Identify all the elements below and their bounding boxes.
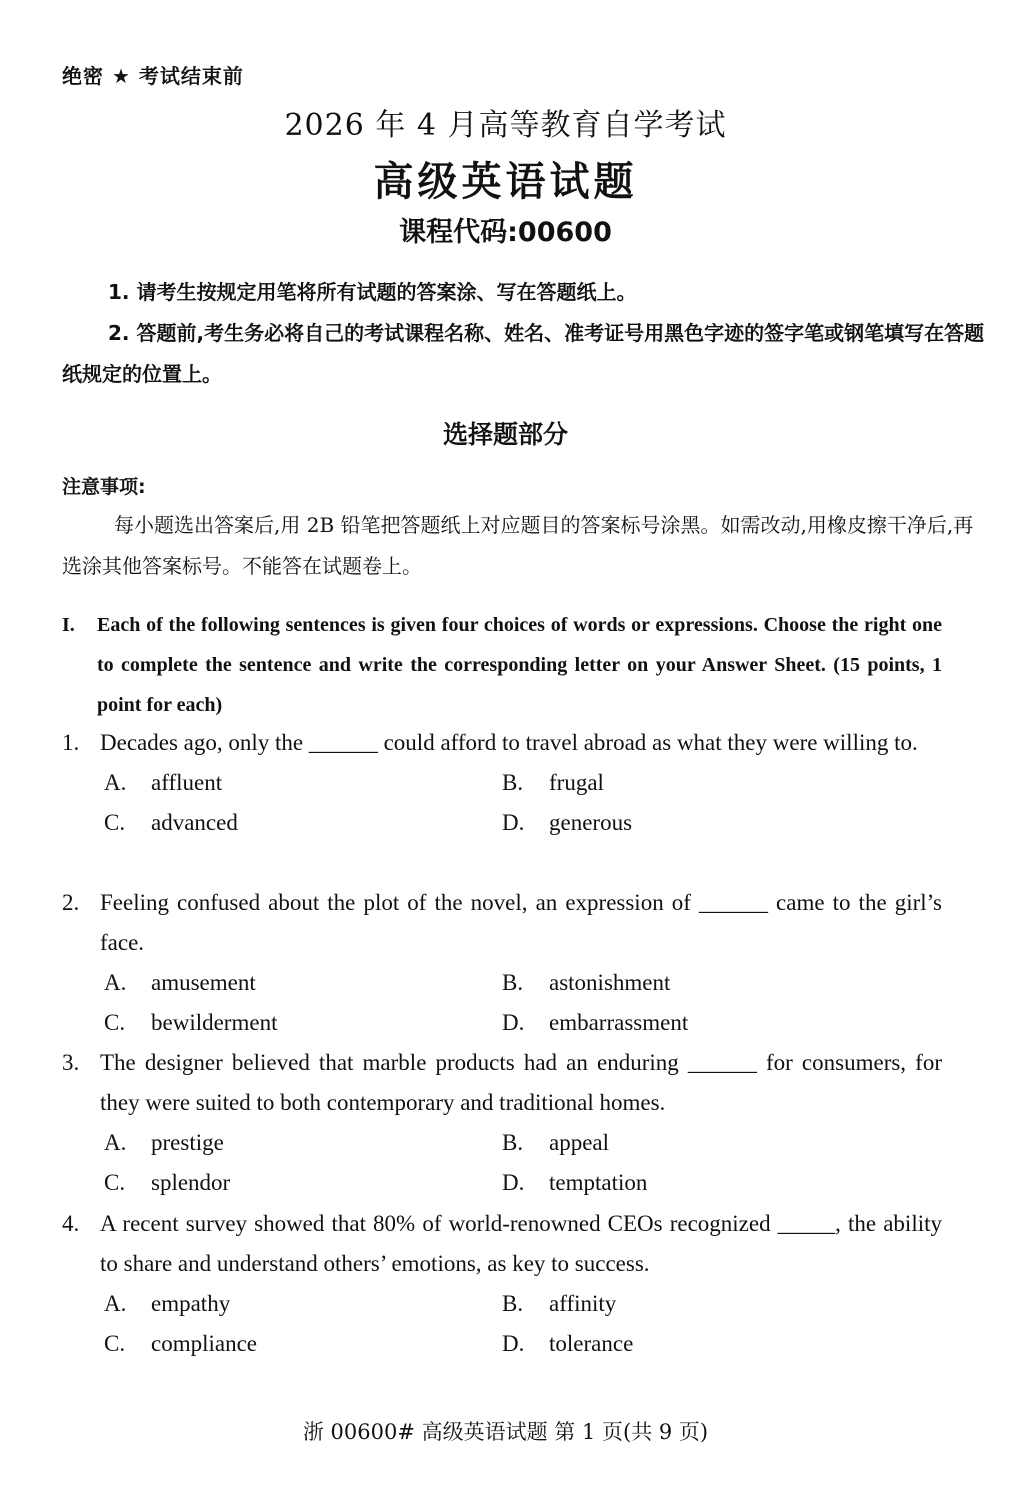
part-number: I. <box>62 614 75 636</box>
course-code: 课程代码:00600 <box>399 217 612 248</box>
instruction-1: 1. 请考生按规定用笔将所有试题的答案涂、写在答题纸上。 <box>108 280 637 304</box>
option-text: tolerance <box>549 1331 634 1356</box>
option-c <box>104 1003 277 1043</box>
question-2 <box>62 883 942 1043</box>
option-letter: B. <box>502 1291 524 1316</box>
option-letter: B. <box>502 1130 524 1155</box>
option-c <box>104 803 238 843</box>
question-stem: The designer believed that marble products had an enduring ______ for consumers, for they were suited to both contemporary and traditional homes. <box>100 1050 942 1115</box>
option-text: advanced <box>151 810 238 835</box>
instruction-2: 2. 答题前,考生务必将自己的考试课程名称、姓名、准考证号用黑色字迹的签字笔或钢笔填写在答题纸规定的位置上。 <box>62 321 985 386</box>
option-d <box>502 1003 688 1043</box>
question-number: 3. <box>62 1050 80 1075</box>
option-b <box>502 763 604 803</box>
options-group <box>62 1123 942 1203</box>
option-text: generous <box>549 810 633 835</box>
option-a <box>104 763 222 803</box>
option-text: frugal <box>549 770 604 795</box>
option-text: splendor <box>151 1170 231 1195</box>
option-text: astonishment <box>549 970 671 995</box>
option-letter: B. <box>502 970 524 995</box>
option-letter: B. <box>502 770 524 795</box>
option-text: affinity <box>549 1291 617 1316</box>
option-d <box>502 803 632 843</box>
option-letter: D. <box>502 1010 525 1035</box>
option-b <box>502 1284 616 1324</box>
option-letter: A. <box>104 970 127 995</box>
option-text: embarrassment <box>549 1010 689 1035</box>
subject-title: 高级英语试题 <box>373 159 638 205</box>
option-c <box>104 1324 257 1364</box>
option-a <box>104 1123 224 1163</box>
question-stem: Feeling confused about the plot of the novel, an expression of ______ came to the girl’s face. <box>100 890 942 955</box>
option-letter: D. <box>502 1170 525 1195</box>
option-letter: C. <box>104 1010 126 1035</box>
option-b <box>502 1123 609 1163</box>
notes-label: 注意事项: <box>62 476 146 498</box>
option-text: bewilderment <box>151 1010 278 1035</box>
option-a <box>104 1284 230 1324</box>
options-group <box>62 1284 942 1364</box>
question-stem: Decades ago, only the ______ could afford to travel abroad as what they were willing to. <box>100 730 918 755</box>
option-letter: A. <box>104 1291 127 1316</box>
option-c <box>104 1163 230 1203</box>
question-number: 2. <box>62 890 80 915</box>
option-letter: C. <box>104 1331 126 1356</box>
confidential-mark: 绝密 ★ 考试结束前 <box>62 64 244 88</box>
option-d <box>502 1163 647 1203</box>
option-text: amusement <box>151 970 256 995</box>
option-d <box>502 1324 633 1364</box>
question-3 <box>62 1043 942 1203</box>
options-group <box>62 763 942 843</box>
option-letter: A. <box>104 1130 127 1155</box>
page-footer: 浙 00600# 高级英语试题 第 1 页(共 9 页) <box>302 1420 709 1444</box>
option-text: empathy <box>151 1291 231 1316</box>
option-letter: D. <box>502 810 525 835</box>
exam-title: 2026 年 4 月高等教育自学考试 <box>284 108 727 143</box>
option-text: compliance <box>151 1331 258 1356</box>
question-number: 1. <box>62 730 80 755</box>
question-1 <box>62 723 942 843</box>
option-letter: A. <box>104 770 127 795</box>
part-instruction-text: Each of the following sentences is given four choices of words or expressions. Choose the right one to complete the sentence and write the corresponding letter on your Answer Sheet. (15 points, 1 point for each) <box>97 614 942 716</box>
option-a <box>104 963 256 1003</box>
option-text: prestige <box>151 1130 224 1155</box>
option-text: appeal <box>549 1130 610 1155</box>
notes-text: 每小题选出答案后,用 2B 铅笔把答题纸上对应题目的答案标号涂黑。如需改动,用橡皮擦干净后,再选涂其他答案标号。不能答在试题卷上。 <box>62 513 974 578</box>
question-4 <box>62 1204 942 1364</box>
option-letter: C. <box>104 810 126 835</box>
options-group <box>62 963 942 1043</box>
question-stem: A recent survey showed that 80% of world-renowned CEOs recognized _____, the ability to share and understand others’ emotions, as key to success. <box>100 1211 942 1276</box>
option-text: temptation <box>549 1170 648 1195</box>
option-letter: D. <box>502 1331 525 1356</box>
part-instruction <box>62 605 942 725</box>
question-number: 4. <box>62 1211 80 1236</box>
option-letter: C. <box>104 1170 126 1195</box>
section-heading: 选择题部分 <box>442 420 568 449</box>
option-b <box>502 963 670 1003</box>
option-text: affluent <box>151 770 223 795</box>
